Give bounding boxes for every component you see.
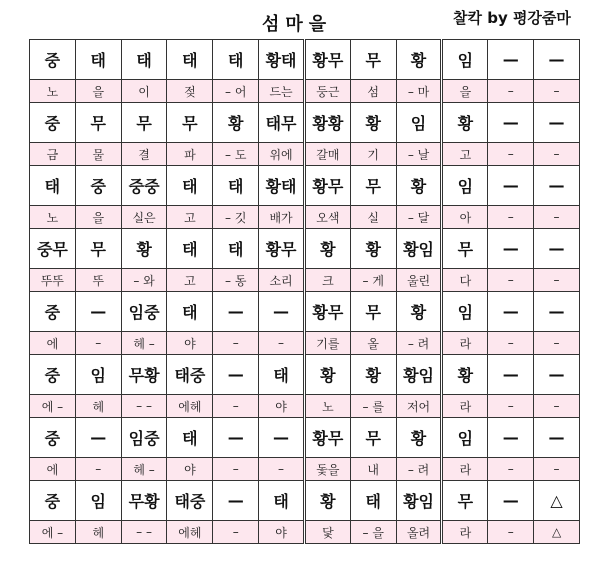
note-cell: 태 — [167, 418, 213, 458]
lyric-cell: 기 — [350, 143, 396, 166]
lyric-cell: – 동 — [213, 269, 259, 292]
note-cell: 무 — [75, 229, 121, 269]
note-cell: — — [213, 481, 259, 521]
note-cell: — — [488, 355, 534, 395]
lyric-cell: – — [534, 458, 580, 481]
note-cell: 무 — [350, 166, 396, 206]
lyric-cell: 갈매 — [304, 143, 350, 166]
lyric-cell: 결 — [121, 143, 167, 166]
note-cell: 태 — [213, 166, 259, 206]
lyric-cell: 저어 — [396, 395, 442, 418]
lyric-cell: 둥근 — [304, 80, 350, 103]
note-row — [30, 418, 580, 458]
note-cell: — — [259, 292, 305, 332]
note-cell: 무 — [350, 40, 396, 80]
credit-text: 찰칵 by 평강줌마 — [453, 9, 571, 27]
lyric-cell: – — [488, 521, 534, 544]
lyric-cell: – 를 — [350, 395, 396, 418]
lyric-cell: – — [213, 521, 259, 544]
note-cell: — — [213, 292, 259, 332]
lyric-cell: 닻 — [304, 521, 350, 544]
lyric-cell: 헤 – — [121, 458, 167, 481]
note-cell: — — [534, 229, 580, 269]
lyric-cell: – 깃 — [213, 206, 259, 229]
note-cell: 황 — [396, 40, 442, 80]
note-cell: 태 — [259, 355, 305, 395]
note-cell: 무 — [350, 418, 396, 458]
note-cell: 태 — [167, 166, 213, 206]
note-cell: — — [534, 292, 580, 332]
note-cell: 태무 — [259, 103, 305, 143]
note-cell: — — [534, 166, 580, 206]
note-cell: 황태 — [259, 40, 305, 80]
note-cell: 임중 — [121, 292, 167, 332]
note-row — [30, 103, 580, 143]
lyric-cell: 에헤 — [167, 521, 213, 544]
note-cell: 중 — [30, 481, 76, 521]
lyric-cell: 고 — [167, 269, 213, 292]
note-cell: — — [534, 355, 580, 395]
note-cell: 황 — [304, 355, 350, 395]
lyric-row — [30, 332, 580, 355]
note-cell: △ — [534, 481, 580, 521]
lyric-cell: – 게 — [350, 269, 396, 292]
lyric-cell: 헤 — [75, 521, 121, 544]
lyric-cell: 다 — [442, 269, 488, 292]
note-cell: — — [488, 103, 534, 143]
lyric-cell: 라 — [442, 521, 488, 544]
lyric-row — [30, 521, 580, 544]
lyric-cell: – — [75, 458, 121, 481]
note-cell: — — [534, 103, 580, 143]
lyric-cell: – 어 — [213, 80, 259, 103]
lyric-cell: – — [488, 143, 534, 166]
note-cell: 태 — [350, 481, 396, 521]
lyric-cell: 노 — [304, 395, 350, 418]
lyric-cell: – — [213, 332, 259, 355]
note-cell: — — [75, 292, 121, 332]
note-cell: 중 — [30, 40, 76, 80]
lyric-cell: – — [488, 269, 534, 292]
lyric-cell: 드는 — [259, 80, 305, 103]
note-row — [30, 166, 580, 206]
lyric-cell: 뚜 — [75, 269, 121, 292]
note-cell: — — [534, 418, 580, 458]
note-cell: 태 — [213, 229, 259, 269]
note-cell: 황 — [213, 103, 259, 143]
note-cell: 황 — [396, 292, 442, 332]
note-cell: 임 — [442, 418, 488, 458]
lyric-cell: – — [534, 206, 580, 229]
lyric-row — [30, 269, 580, 292]
note-cell: 황 — [442, 355, 488, 395]
lyric-cell: – — [488, 458, 534, 481]
note-cell: 태중 — [167, 355, 213, 395]
lyric-cell: – — [259, 458, 305, 481]
note-cell: — — [488, 481, 534, 521]
note-cell: 태 — [167, 229, 213, 269]
lyric-cell: – — [488, 395, 534, 418]
lyric-cell: 금 — [30, 143, 76, 166]
note-cell: 황 — [350, 103, 396, 143]
note-cell: 태 — [167, 40, 213, 80]
lyric-cell: – – — [121, 521, 167, 544]
lyric-cell: 오색 — [304, 206, 350, 229]
lyric-cell: – — [534, 269, 580, 292]
lyric-cell: 야 — [167, 458, 213, 481]
note-cell: 중 — [30, 292, 76, 332]
lyric-cell: 내 — [350, 458, 396, 481]
lyric-cell: △ — [534, 521, 580, 544]
note-cell: — — [488, 418, 534, 458]
note-cell: 황 — [304, 481, 350, 521]
lyric-cell: 에 – — [30, 521, 76, 544]
lyric-cell: 라 — [442, 395, 488, 418]
note-cell: 임 — [396, 103, 442, 143]
lyric-cell: – 와 — [121, 269, 167, 292]
note-cell: — — [213, 355, 259, 395]
note-cell: 무 — [442, 481, 488, 521]
lyric-cell: – 날 — [396, 143, 442, 166]
lyric-cell: 기를 — [304, 332, 350, 355]
lyric-cell: 에 — [30, 458, 76, 481]
note-cell: 황 — [442, 103, 488, 143]
lyric-cell: – — [534, 143, 580, 166]
lyric-cell: 뚜뚜 — [30, 269, 76, 292]
lyric-cell: 헤 – — [121, 332, 167, 355]
lyric-row — [30, 206, 580, 229]
lyric-row — [30, 458, 580, 481]
lyric-cell: 실 — [350, 206, 396, 229]
note-cell: 태 — [121, 40, 167, 80]
note-cell: 황 — [350, 229, 396, 269]
lyric-cell: 올려 — [396, 521, 442, 544]
note-row — [30, 40, 580, 80]
lyric-cell: – — [488, 206, 534, 229]
page-title: 섬마을 — [262, 14, 333, 35]
note-cell: 황무 — [304, 166, 350, 206]
note-cell: 태 — [30, 166, 76, 206]
note-cell: 황임 — [396, 481, 442, 521]
lyric-cell: 물 — [75, 143, 121, 166]
lyric-row — [30, 80, 580, 103]
note-cell: 중 — [75, 166, 121, 206]
lyric-cell: – 마 — [396, 80, 442, 103]
lyric-cell: – — [534, 395, 580, 418]
note-cell: 중 — [30, 418, 76, 458]
lyric-cell: – — [488, 80, 534, 103]
lyric-cell: 섬 — [350, 80, 396, 103]
lyric-cell: – 달 — [396, 206, 442, 229]
note-cell: 태 — [259, 481, 305, 521]
lyric-cell: 라 — [442, 332, 488, 355]
note-row — [30, 355, 580, 395]
note-cell: 임 — [75, 481, 121, 521]
note-cell: 무 — [167, 103, 213, 143]
note-cell: 황무 — [304, 292, 350, 332]
lyric-cell: – — [213, 395, 259, 418]
note-cell: 무 — [350, 292, 396, 332]
note-cell: 임 — [442, 166, 488, 206]
lyric-cell: – – — [121, 395, 167, 418]
lyric-cell: 라 — [442, 458, 488, 481]
note-cell: 황태 — [259, 166, 305, 206]
lyric-cell: 노 — [30, 206, 76, 229]
lyric-cell: – 을 — [350, 521, 396, 544]
note-cell: 태중 — [167, 481, 213, 521]
note-cell: — — [75, 418, 121, 458]
lyric-cell: 소리 — [259, 269, 305, 292]
note-cell: 황무 — [259, 229, 305, 269]
note-cell: 중 — [30, 103, 76, 143]
note-cell: 황무 — [304, 40, 350, 80]
lyric-row — [30, 395, 580, 418]
lyric-cell: – — [259, 332, 305, 355]
lyric-cell: – 려 — [396, 458, 442, 481]
lyric-cell: – 려 — [396, 332, 442, 355]
note-cell: — — [488, 40, 534, 80]
note-cell: 황임 — [396, 229, 442, 269]
note-cell: — — [488, 292, 534, 332]
note-cell: 황 — [350, 355, 396, 395]
lyric-cell: 젖 — [167, 80, 213, 103]
lyric-cell: 울린 — [396, 269, 442, 292]
lyric-cell: 배가 — [259, 206, 305, 229]
note-cell: — — [488, 229, 534, 269]
lyric-cell: 야 — [167, 332, 213, 355]
lyric-cell: 돛을 — [304, 458, 350, 481]
note-cell: 황 — [396, 166, 442, 206]
lyric-cell: – — [534, 332, 580, 355]
lyric-cell: 고 — [442, 143, 488, 166]
note-cell: — — [534, 40, 580, 80]
note-cell: 황황 — [304, 103, 350, 143]
note-cell: — — [213, 418, 259, 458]
note-row — [30, 481, 580, 521]
lyric-cell: 파 — [167, 143, 213, 166]
notation-table — [29, 39, 580, 544]
lyric-cell: 이 — [121, 80, 167, 103]
lyric-cell: – 도 — [213, 143, 259, 166]
lyric-cell: – — [213, 458, 259, 481]
lyric-cell: 고 — [167, 206, 213, 229]
note-cell: 임 — [442, 40, 488, 80]
lyric-cell: 에 – — [30, 395, 76, 418]
note-cell: 황무 — [304, 418, 350, 458]
note-cell: 중무 — [30, 229, 76, 269]
lyric-row — [30, 143, 580, 166]
note-cell: 중중 — [121, 166, 167, 206]
lyric-cell: – — [75, 332, 121, 355]
notation-table-body — [30, 40, 580, 544]
note-row — [30, 229, 580, 269]
note-cell: 무황 — [121, 355, 167, 395]
lyric-cell: 실은 — [121, 206, 167, 229]
note-row — [30, 292, 580, 332]
lyric-cell: 크 — [304, 269, 350, 292]
note-cell: 무 — [75, 103, 121, 143]
note-cell: 무 — [442, 229, 488, 269]
lyric-cell: 아 — [442, 206, 488, 229]
note-cell: 무 — [121, 103, 167, 143]
note-cell: — — [259, 418, 305, 458]
note-cell: 황임 — [396, 355, 442, 395]
lyric-cell: 야 — [259, 521, 305, 544]
note-cell: — — [488, 166, 534, 206]
lyric-cell: 을 — [75, 206, 121, 229]
lyric-cell: – — [534, 80, 580, 103]
note-cell: 임 — [442, 292, 488, 332]
lyric-cell: 노 — [30, 80, 76, 103]
lyric-cell: 에 — [30, 332, 76, 355]
lyric-cell: 야 — [259, 395, 305, 418]
lyric-cell: 에헤 — [167, 395, 213, 418]
lyric-cell: 위에 — [259, 143, 305, 166]
lyric-cell: 올 — [350, 332, 396, 355]
lyric-cell: 을 — [442, 80, 488, 103]
note-cell: 임중 — [121, 418, 167, 458]
note-cell: 태 — [167, 292, 213, 332]
lyric-cell: 을 — [75, 80, 121, 103]
note-cell: 중 — [30, 355, 76, 395]
note-cell: 태 — [213, 40, 259, 80]
note-cell: 황 — [121, 229, 167, 269]
note-cell: 태 — [75, 40, 121, 80]
lyric-cell: – — [488, 332, 534, 355]
lyric-cell: 헤 — [75, 395, 121, 418]
note-cell: 황 — [396, 418, 442, 458]
note-cell: 황 — [304, 229, 350, 269]
note-cell: 무황 — [121, 481, 167, 521]
note-cell: 임 — [75, 355, 121, 395]
